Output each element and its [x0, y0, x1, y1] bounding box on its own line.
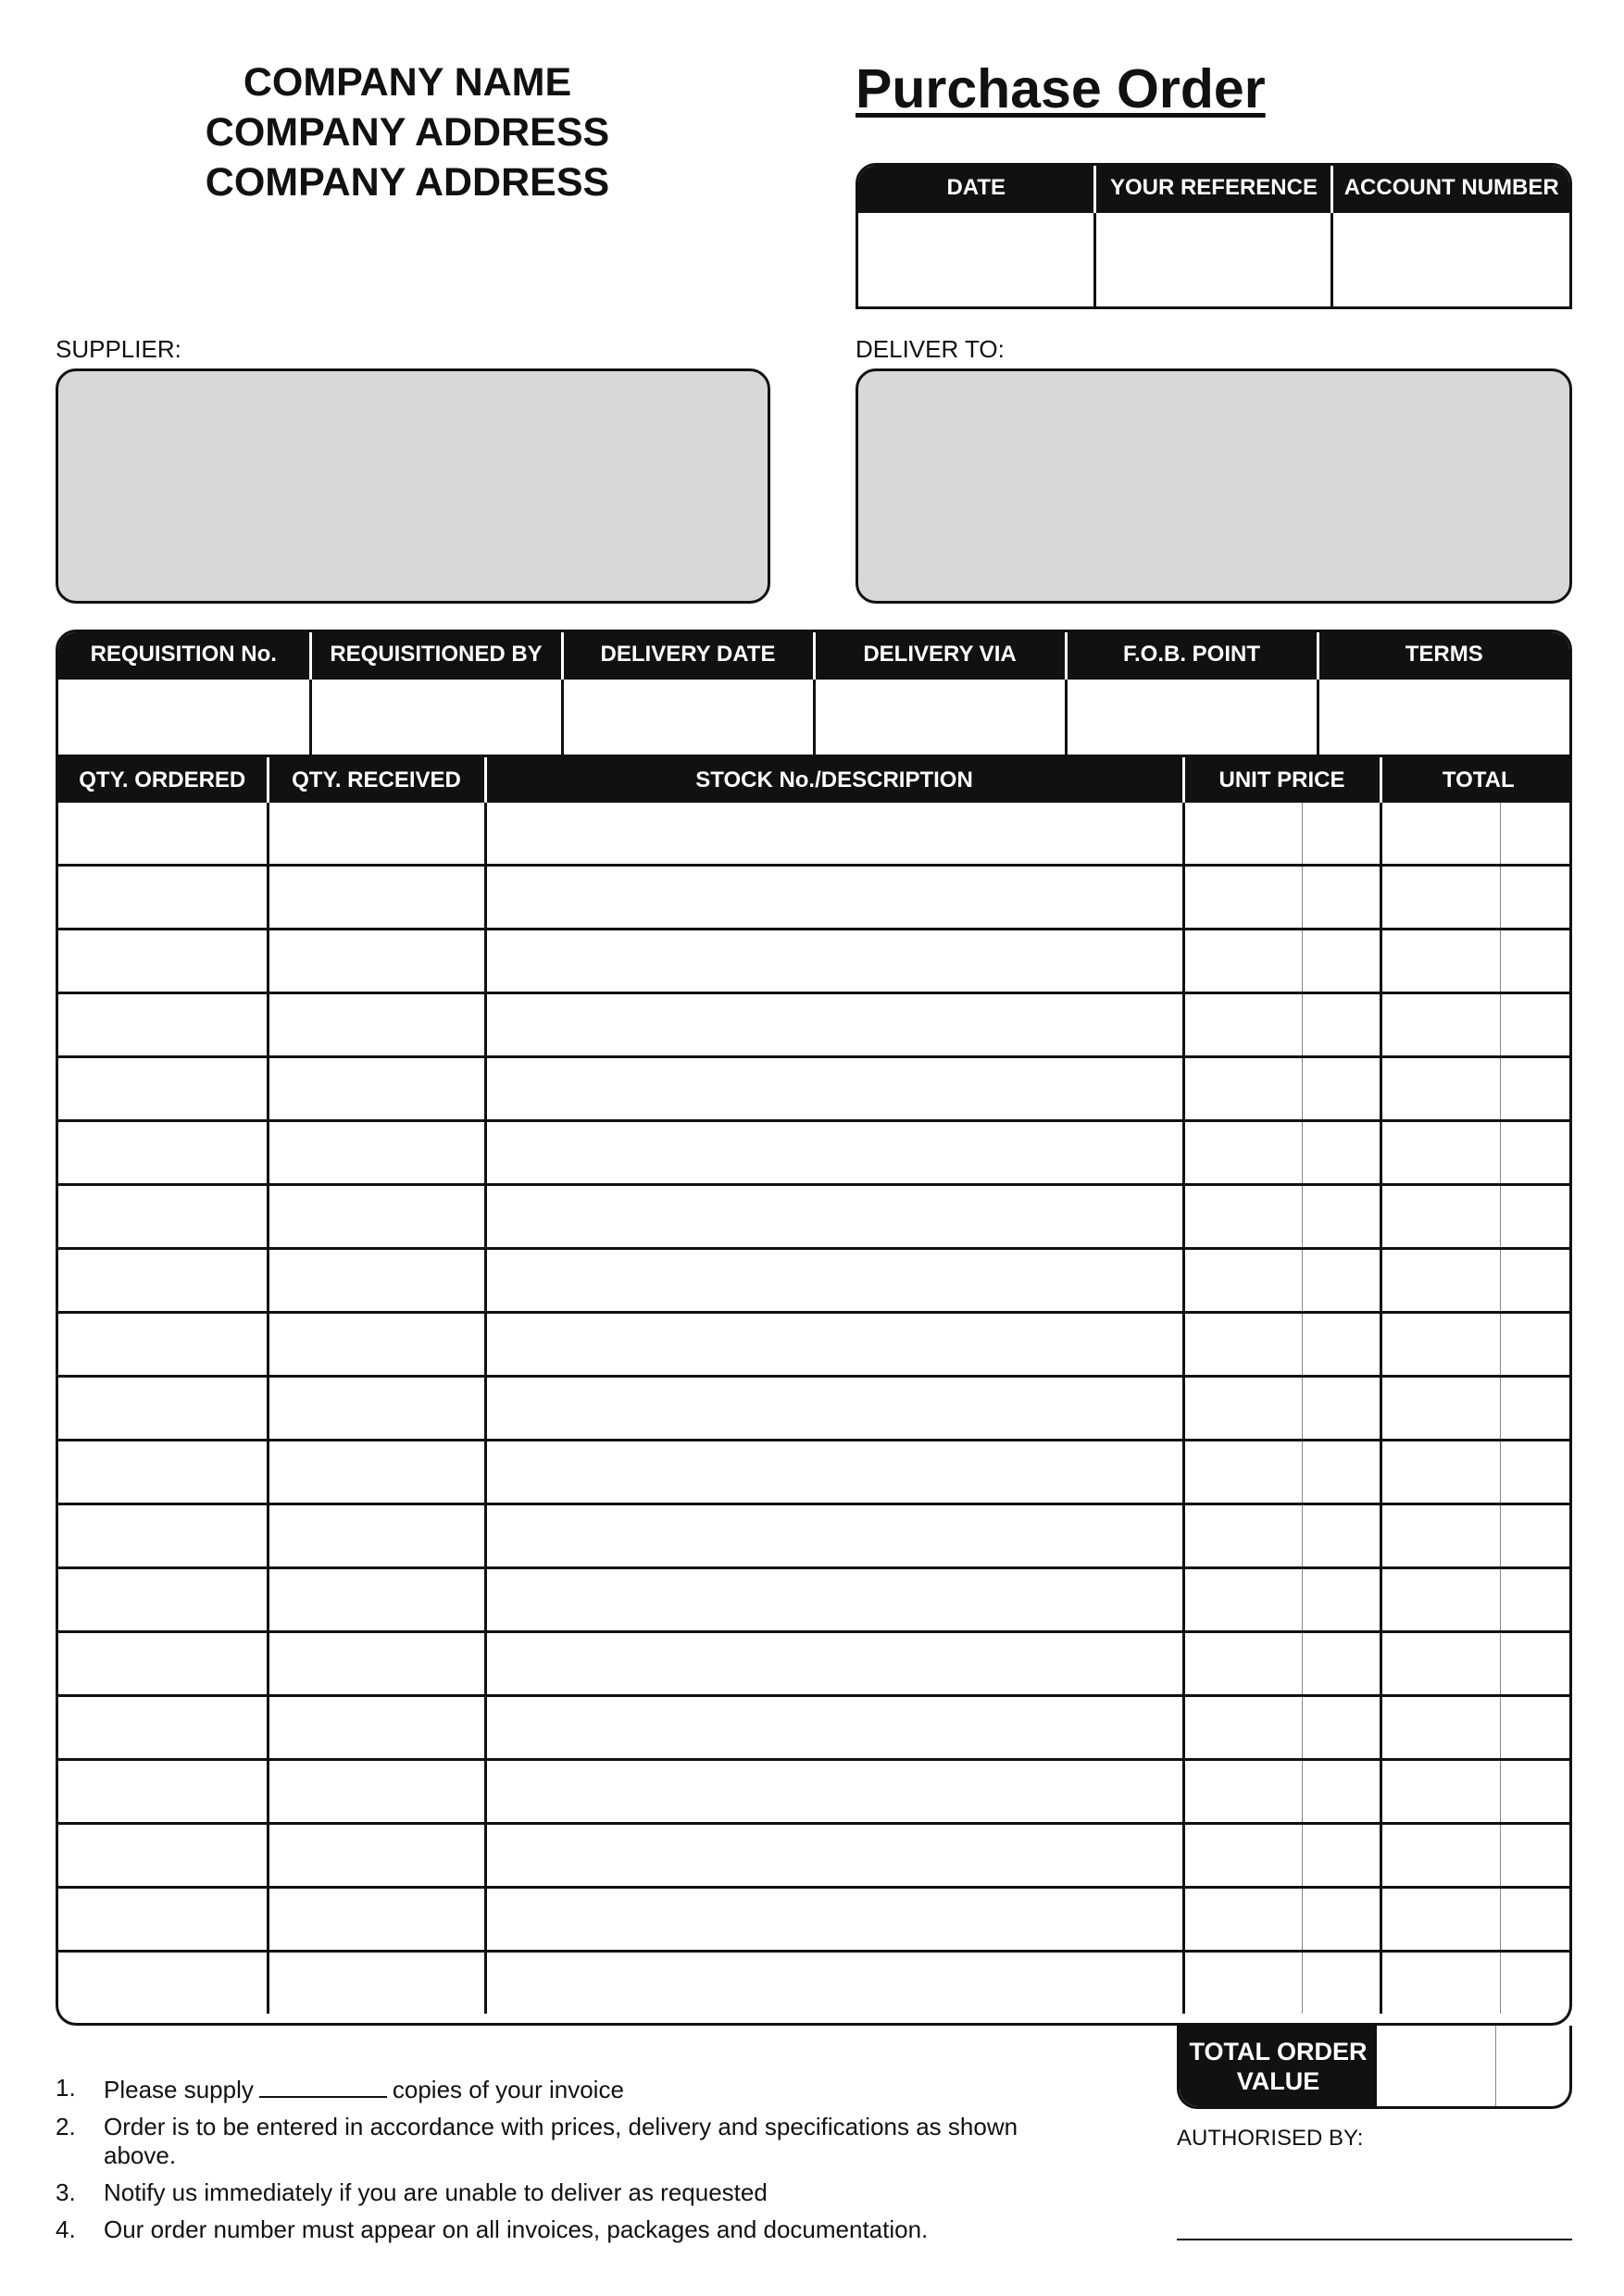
qty-ordered-cell[interactable] — [58, 1952, 268, 2015]
table-row — [58, 1568, 1572, 1632]
reference-table — [856, 163, 1572, 309]
header-fob-point: F.O.B. POINT — [1066, 632, 1318, 679]
unit-price-cents-cell[interactable] — [1302, 1888, 1380, 1952]
total-cell[interactable] — [1380, 993, 1500, 1057]
total-cell[interactable] — [1380, 1760, 1500, 1824]
qty-ordered-cell[interactable] — [58, 1504, 268, 1568]
date-field[interactable] — [858, 212, 1095, 306]
qty-received-cell[interactable] — [268, 1696, 485, 1760]
total-cell[interactable] — [1380, 1377, 1500, 1441]
unit-price-cents-cell[interactable] — [1302, 1249, 1380, 1313]
total-cell[interactable] — [1380, 1249, 1500, 1313]
table-row — [58, 1377, 1572, 1441]
header-requisition-no: REQUISITION No. — [58, 632, 310, 679]
table-row — [58, 1952, 1572, 2015]
qty-received-cell[interactable] — [268, 1504, 485, 1568]
supplier-label: SUPPLIER: — [56, 335, 181, 363]
description-cell[interactable] — [485, 1057, 1183, 1121]
table-row — [58, 1888, 1572, 1952]
total-cents-cell[interactable] — [1500, 930, 1572, 993]
description-cell[interactable] — [485, 1696, 1183, 1760]
total-cell[interactable] — [1380, 1313, 1500, 1377]
unit-price-cell[interactable] — [1183, 1249, 1302, 1313]
note-item — [56, 2215, 1093, 2244]
unit-price-cents-cell[interactable] — [1302, 1696, 1380, 1760]
unit-price-cents-cell[interactable] — [1302, 1441, 1380, 1504]
description-cell[interactable] — [485, 1121, 1183, 1185]
qty-ordered-cell[interactable] — [58, 1696, 268, 1760]
qty-received-cell[interactable] — [268, 1632, 485, 1696]
description-cell[interactable] — [485, 1185, 1183, 1249]
description-cell[interactable] — [485, 1568, 1183, 1632]
unit-price-cell[interactable] — [1183, 1185, 1302, 1249]
description-cell[interactable] — [485, 1441, 1183, 1504]
total-cents-cell[interactable] — [1500, 803, 1572, 866]
total-cents-cell[interactable] — [1500, 1249, 1572, 1313]
unit-price-cell[interactable] — [1183, 866, 1302, 930]
note-number: 2. — [56, 2113, 76, 2140]
requisition-no-field[interactable] — [58, 679, 310, 758]
qty-received-cell[interactable] — [268, 1888, 485, 1952]
qty-received-cell[interactable] — [268, 1760, 485, 1824]
header-date: DATE — [858, 166, 1095, 212]
qty-ordered-cell[interactable] — [58, 1057, 268, 1121]
unit-price-cents-cell[interactable] — [1302, 1632, 1380, 1696]
unit-price-cell[interactable] — [1183, 1121, 1302, 1185]
description-cell[interactable] — [485, 1888, 1183, 1952]
total-cell[interactable] — [1380, 803, 1500, 866]
delivery-via-field[interactable] — [814, 679, 1066, 758]
total-cents-cell[interactable] — [1500, 1504, 1572, 1568]
header-terms: TERMS — [1318, 632, 1569, 679]
qty-received-cell[interactable] — [268, 1121, 485, 1185]
total-cents-cell[interactable] — [1500, 866, 1572, 930]
total-cents-cell[interactable] — [1500, 1313, 1572, 1377]
invoice-copies-blank[interactable] — [259, 2074, 387, 2098]
your-reference-field[interactable] — [1095, 212, 1332, 306]
note-number: 3. — [56, 2178, 76, 2206]
unit-price-cell[interactable] — [1183, 1696, 1302, 1760]
header-stock-description: STOCK No./DESCRIPTION — [485, 757, 1183, 803]
description-cell[interactable] — [485, 993, 1183, 1057]
qty-received-cell[interactable] — [268, 993, 485, 1057]
unit-price-cell[interactable] — [1183, 1952, 1302, 2015]
table-row — [58, 1057, 1572, 1121]
total-cell[interactable] — [1380, 1568, 1500, 1632]
qty-received-cell[interactable] — [268, 1185, 485, 1249]
qty-ordered-cell[interactable] — [58, 1313, 268, 1377]
qty-received-cell[interactable] — [268, 866, 485, 930]
header-account-number: ACCOUNT NUMBER — [1332, 166, 1569, 212]
deliver-to-label: DELIVER TO: — [856, 335, 1005, 363]
total-order-value-field[interactable] — [1377, 2026, 1496, 2106]
unit-price-cell[interactable] — [1183, 1313, 1302, 1377]
unit-price-cents-cell[interactable] — [1302, 1760, 1380, 1824]
total-cents-cell[interactable] — [1500, 1952, 1572, 2015]
unit-price-cents-cell[interactable] — [1302, 1121, 1380, 1185]
supplier-field[interactable] — [56, 368, 770, 604]
account-number-field[interactable] — [1332, 212, 1569, 306]
qty-ordered-cell[interactable] — [58, 866, 268, 930]
table-row — [58, 1121, 1572, 1185]
unit-price-cents-cell[interactable] — [1302, 866, 1380, 930]
qty-ordered-cell[interactable] — [58, 1441, 268, 1504]
description-cell[interactable] — [485, 1313, 1183, 1377]
qty-received-cell[interactable] — [268, 1057, 485, 1121]
total-cell[interactable] — [1380, 866, 1500, 930]
total-cell[interactable] — [1380, 1824, 1500, 1888]
table-row — [58, 1185, 1572, 1249]
total-cell[interactable] — [1380, 1504, 1500, 1568]
unit-price-cents-cell[interactable] — [1302, 1952, 1380, 2015]
unit-price-cents-cell[interactable] — [1302, 1057, 1380, 1121]
qty-received-cell[interactable] — [268, 1824, 485, 1888]
unit-price-cell[interactable] — [1183, 1377, 1302, 1441]
qty-received-cell[interactable] — [268, 1249, 485, 1313]
total-cents-cell[interactable] — [1500, 1824, 1572, 1888]
table-row — [58, 993, 1572, 1057]
note-text-post: copies of your invoice — [392, 2076, 624, 2103]
unit-price-cents-cell[interactable] — [1302, 1568, 1380, 1632]
total-cell[interactable] — [1380, 1121, 1500, 1185]
header-requisitioned-by: REQUISITIONED BY — [310, 632, 562, 679]
delivery-date-field[interactable] — [562, 679, 814, 758]
qty-ordered-cell[interactable] — [58, 993, 268, 1057]
table-row — [58, 1696, 1572, 1760]
qty-ordered-cell[interactable] — [58, 1121, 268, 1185]
header-delivery-date: DELIVERY DATE — [562, 632, 814, 679]
note-text: Notify us immediately if you are unable to deliver as requested — [104, 2178, 768, 2206]
total-cell[interactable] — [1380, 1888, 1500, 1952]
total-order-value-box — [1177, 2026, 1572, 2109]
qty-ordered-cell[interactable] — [58, 930, 268, 993]
company-address-line2: COMPANY ADDRESS — [205, 160, 610, 205]
notes-list — [56, 2074, 1093, 2252]
header-delivery-via: DELIVERY VIA — [814, 632, 1066, 679]
description-cell[interactable] — [485, 1377, 1183, 1441]
note-number: 1. — [56, 2074, 76, 2102]
unit-price-cell[interactable] — [1183, 1504, 1302, 1568]
company-address-line1: COMPANY ADDRESS — [205, 110, 610, 155]
unit-price-cents-cell[interactable] — [1302, 803, 1380, 866]
header-total: TOTAL — [1380, 757, 1572, 803]
qty-ordered-cell[interactable] — [58, 1632, 268, 1696]
description-cell[interactable] — [485, 1760, 1183, 1824]
items-table — [56, 757, 1572, 2026]
total-cents-cell[interactable] — [1500, 1121, 1572, 1185]
unit-price-cell[interactable] — [1183, 993, 1302, 1057]
table-row — [58, 1632, 1572, 1696]
unit-price-cents-cell[interactable] — [1302, 1313, 1380, 1377]
note-text: Our order number must appear on all invoices, packages and documentation. — [104, 2215, 929, 2243]
company-block — [111, 57, 704, 207]
requisitioned-by-field[interactable] — [310, 679, 562, 758]
total-cell[interactable] — [1380, 1632, 1500, 1696]
qty-ordered-cell[interactable] — [58, 1185, 268, 1249]
description-cell[interactable] — [485, 866, 1183, 930]
total-cell[interactable] — [1380, 1952, 1500, 2015]
unit-price-cents-cell[interactable] — [1302, 993, 1380, 1057]
total-cell[interactable] — [1380, 1441, 1500, 1504]
header-qty-ordered: QTY. ORDERED — [58, 757, 268, 803]
note-item — [56, 2113, 1093, 2170]
total-cents-cell[interactable] — [1500, 1568, 1572, 1632]
qty-ordered-cell[interactable] — [58, 803, 268, 866]
table-row — [58, 803, 1572, 866]
description-cell[interactable] — [485, 1249, 1183, 1313]
description-cell[interactable] — [485, 1952, 1183, 2015]
total-order-value-cents-field[interactable] — [1496, 2026, 1569, 2106]
description-cell[interactable] — [485, 1632, 1183, 1696]
note-item — [56, 2074, 1093, 2104]
description-cell[interactable] — [485, 930, 1183, 993]
description-cell[interactable] — [485, 1824, 1183, 1888]
note-number: 4. — [56, 2215, 76, 2243]
unit-price-cents-cell[interactable] — [1302, 1824, 1380, 1888]
total-cell[interactable] — [1380, 930, 1500, 993]
qty-ordered-cell[interactable] — [58, 1760, 268, 1824]
unit-price-cents-cell[interactable] — [1302, 1504, 1380, 1568]
unit-price-cents-cell[interactable] — [1302, 930, 1380, 993]
note-item — [56, 2178, 1093, 2207]
total-cents-cell[interactable] — [1500, 1185, 1572, 1249]
qty-received-cell[interactable] — [268, 1952, 485, 2015]
qty-received-cell[interactable] — [268, 803, 485, 866]
qty-received-cell[interactable] — [268, 930, 485, 993]
qty-ordered-cell[interactable] — [58, 1249, 268, 1313]
fob-point-field[interactable] — [1066, 679, 1318, 758]
note-text-pre: Please supply — [104, 2076, 254, 2103]
table-row — [58, 1313, 1572, 1377]
table-row — [58, 1824, 1572, 1888]
total-cents-cell[interactable] — [1500, 1057, 1572, 1121]
unit-price-cell[interactable] — [1183, 1760, 1302, 1824]
unit-price-cell[interactable] — [1183, 1888, 1302, 1952]
total-cents-cell[interactable] — [1500, 1760, 1572, 1824]
qty-received-cell[interactable] — [268, 1377, 485, 1441]
qty-ordered-cell[interactable] — [58, 1824, 268, 1888]
total-cell[interactable] — [1380, 1696, 1500, 1760]
total-cell[interactable] — [1380, 1057, 1500, 1121]
description-cell[interactable] — [485, 1504, 1183, 1568]
note-text: Order is to be entered in accordance with prices, delivery and specifications as shown above. — [104, 2113, 1018, 2169]
total-cents-cell[interactable] — [1500, 1441, 1572, 1504]
page-title: Purchase Order — [856, 58, 1266, 119]
items-body — [58, 803, 1572, 2014]
unit-price-cell[interactable] — [1183, 1824, 1302, 1888]
total-cents-cell[interactable] — [1500, 993, 1572, 1057]
authorised-by-label: AUTHORISED BY: — [1177, 2126, 1364, 2151]
total-cents-cell[interactable] — [1500, 1632, 1572, 1696]
unit-price-cents-cell[interactable] — [1302, 1377, 1380, 1441]
unit-price-cell[interactable] — [1183, 1441, 1302, 1504]
unit-price-cell[interactable] — [1183, 1568, 1302, 1632]
table-row — [58, 1441, 1572, 1504]
qty-ordered-cell[interactable] — [58, 1568, 268, 1632]
table-row — [58, 1249, 1572, 1313]
unit-price-cell[interactable] — [1183, 930, 1302, 993]
header-qty-received: QTY. RECEIVED — [268, 757, 485, 803]
qty-received-cell[interactable] — [268, 1313, 485, 1377]
qty-received-cell[interactable] — [268, 1441, 485, 1504]
qty-ordered-cell[interactable] — [58, 1888, 268, 1952]
header-your-reference: YOUR REFERENCE — [1095, 166, 1332, 212]
requisition-table — [56, 630, 1572, 757]
unit-price-cell[interactable] — [1183, 1057, 1302, 1121]
table-row — [58, 930, 1572, 993]
unit-price-cell[interactable] — [1183, 803, 1302, 866]
description-cell[interactable] — [485, 803, 1183, 866]
authorised-by-signature-line[interactable] — [1177, 2239, 1572, 2240]
header-unit-price: UNIT PRICE — [1183, 757, 1380, 803]
note-text — [104, 2074, 624, 2104]
table-row — [58, 866, 1572, 930]
total-order-value-label: TOTAL ORDER VALUE — [1180, 2026, 1377, 2106]
total-cents-cell[interactable] — [1500, 1888, 1572, 1952]
unit-price-cents-cell[interactable] — [1302, 1185, 1380, 1249]
table-row — [58, 1504, 1572, 1568]
total-cents-cell[interactable] — [1500, 1696, 1572, 1760]
table-row — [58, 1760, 1572, 1824]
company-name: COMPANY NAME — [243, 60, 572, 105]
qty-ordered-cell[interactable] — [58, 1377, 268, 1441]
terms-field[interactable] — [1318, 679, 1569, 758]
qty-received-cell[interactable] — [268, 1568, 485, 1632]
total-cell[interactable] — [1380, 1185, 1500, 1249]
deliver-to-field[interactable] — [856, 368, 1572, 604]
total-cents-cell[interactable] — [1500, 1377, 1572, 1441]
unit-price-cell[interactable] — [1183, 1632, 1302, 1696]
